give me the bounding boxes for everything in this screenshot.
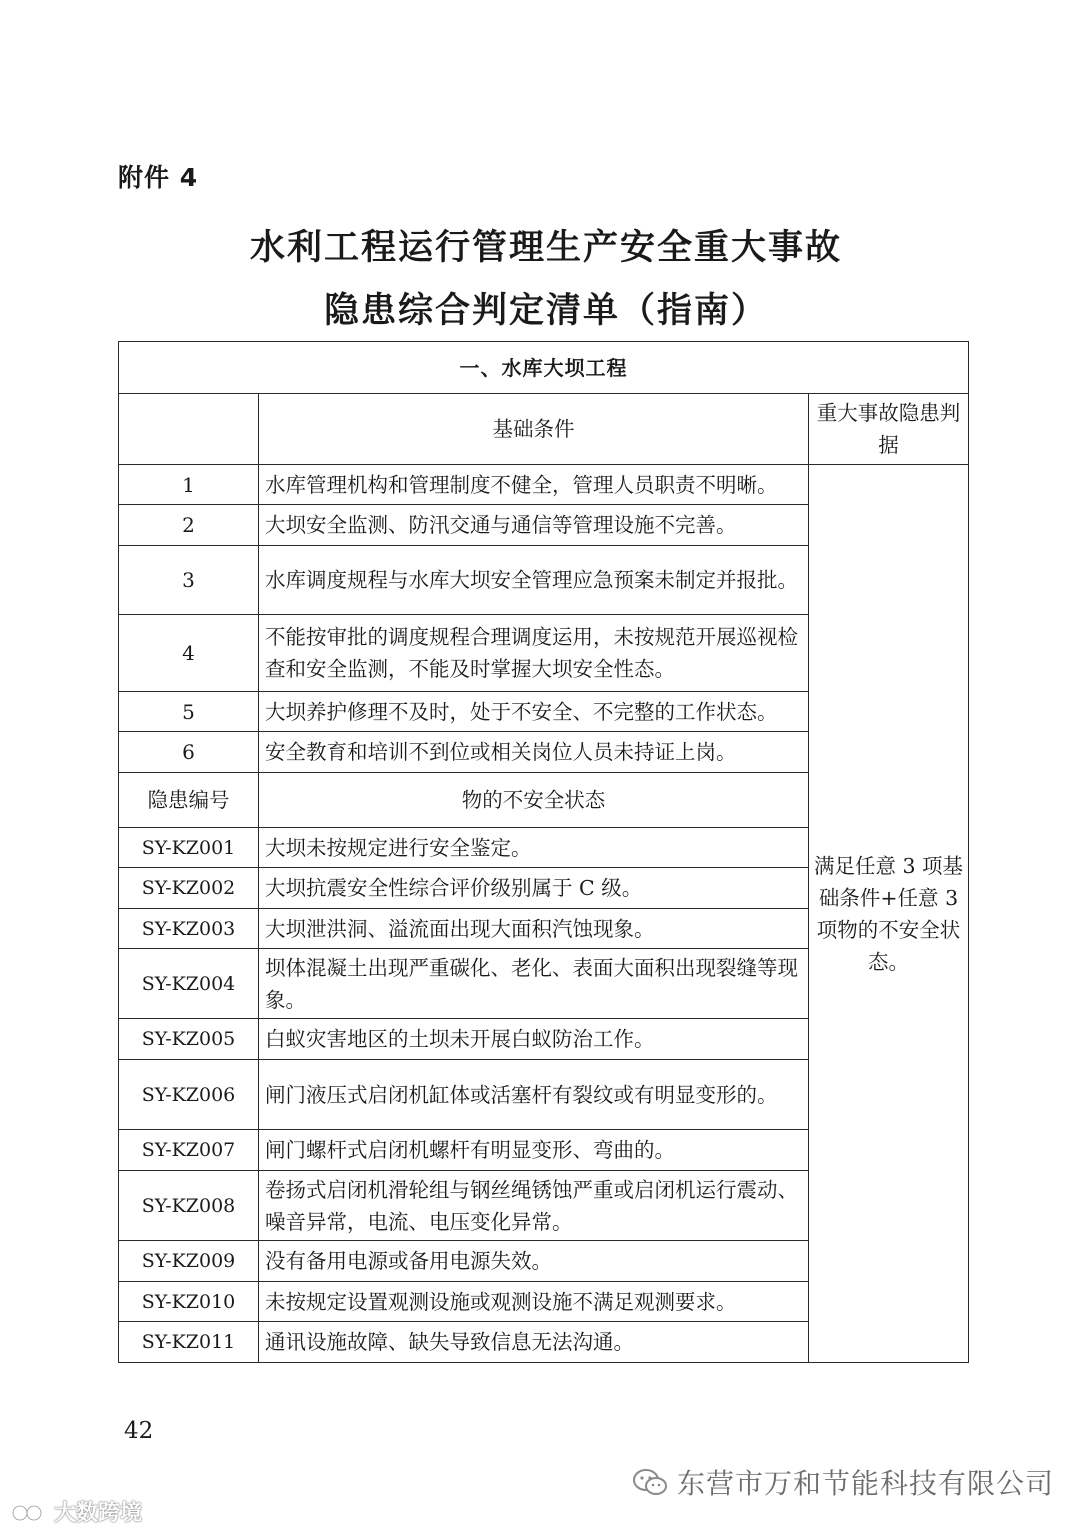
basic-row-number: 5	[119, 692, 259, 732]
document-title-line1: 水利工程运行管理生产安全重大事故	[249, 228, 842, 268]
basic-row-text: 安全教育和培训不到位或相关岗位人员未持证上岗。	[259, 732, 809, 773]
header-basic-conditions: 基础条件	[259, 394, 809, 465]
page-number: 42	[124, 1418, 154, 1444]
document-title-line2: 隐患综合判定清单（指南）	[323, 291, 768, 331]
basic-row-text: 水库管理机构和管理制度不健全，管理人员职责不明晰。	[259, 465, 809, 505]
hazard-code: SY-KZ005	[119, 1019, 259, 1060]
hazard-text: 闸门螺杆式启闭机螺杆有明显变形、弯曲的。	[259, 1130, 809, 1171]
hazard-code: SY-KZ010	[119, 1282, 259, 1322]
hazard-code: SY-KZ006	[119, 1060, 259, 1130]
hazard-text: 闸门液压式启闭机缸体或活塞杆有裂纹或有明显变形的。	[259, 1060, 809, 1130]
basic-row-number: 4	[119, 615, 259, 692]
hazard-text: 白蚁灾害地区的土坝未开展白蚁防治工作。	[259, 1019, 809, 1060]
hazard-code: SY-KZ008	[119, 1171, 259, 1241]
hazard-text: 未按规定设置观测设施或观测设施不满足观测要求。	[259, 1282, 809, 1322]
hazard-text: 大坝泄洪洞、溢流面出现大面积汽蚀现象。	[259, 909, 809, 949]
hazard-code: SY-KZ002	[119, 868, 259, 909]
watermark-company-name: 东营市万和节能科技有限公司	[676, 1467, 1054, 1500]
basic-row-number: 1	[119, 465, 259, 505]
brand-logo-icon	[10, 1499, 50, 1525]
hazard-code: SY-KZ011	[119, 1322, 259, 1363]
header-hazard-code: 隐患编号	[119, 773, 259, 828]
basic-row-number: 2	[119, 505, 259, 546]
section-title: 一、水库大坝工程	[119, 342, 969, 394]
header-unsafe-state: 物的不安全状态	[259, 773, 809, 828]
basic-row-text: 大坝养护修理不及时，处于不安全、不完整的工作状态。	[259, 692, 809, 732]
basic-row-text: 水库调度规程与水库大坝安全管理应急预案未制定并报批。	[259, 546, 809, 615]
hazard-checklist-table	[118, 341, 969, 1363]
hazard-code: SY-KZ009	[119, 1241, 259, 1282]
wechat-icon	[631, 1467, 669, 1497]
attachment-label: 附件 4	[118, 163, 199, 192]
hazard-text: 没有备用电源或备用电源失效。	[259, 1241, 809, 1282]
basic-row-text: 不能按审批的调度规程合理调度运用，未按规范开展巡视检查和安全监测，不能及时掌握大坝安全性态。	[259, 615, 809, 692]
hazard-code: SY-KZ004	[119, 949, 259, 1019]
hazard-code: SY-KZ001	[119, 828, 259, 868]
hazard-text: 卷扬式启闭机滑轮组与钢丝绳锈蚀严重或启闭机运行震动、噪音异常，电流、电压变化异常。	[259, 1171, 809, 1241]
watermark-brand	[10, 1496, 142, 1527]
hazard-text: 通讯设施故障、缺失导致信息无法沟通。	[259, 1322, 809, 1363]
hazard-code: SY-KZ003	[119, 909, 259, 949]
watermark-brand-text: 大数跨境	[54, 1501, 143, 1526]
hazard-text: 大坝抗震安全性综合评价级别属于 C 级。	[259, 868, 809, 909]
header-judgment: 重大事故隐患判据	[809, 394, 969, 465]
basic-row-text: 大坝安全监测、防汛交通与通信等管理设施不完善。	[259, 505, 809, 546]
judgment-criteria: 满足任意 3 项基础条件+任意 3 项物的不安全状态。	[809, 465, 969, 1363]
basic-row-number: 6	[119, 732, 259, 773]
header-empty-cell	[119, 394, 259, 465]
hazard-text: 大坝未按规定进行安全鉴定。	[259, 828, 809, 868]
basic-row-number: 3	[119, 546, 259, 615]
watermark-wechat-account	[631, 1462, 1054, 1502]
hazard-text: 坝体混凝土出现严重碳化、老化、表面大面积出现裂缝等现象。	[259, 949, 809, 1019]
hazard-code: SY-KZ007	[119, 1130, 259, 1171]
